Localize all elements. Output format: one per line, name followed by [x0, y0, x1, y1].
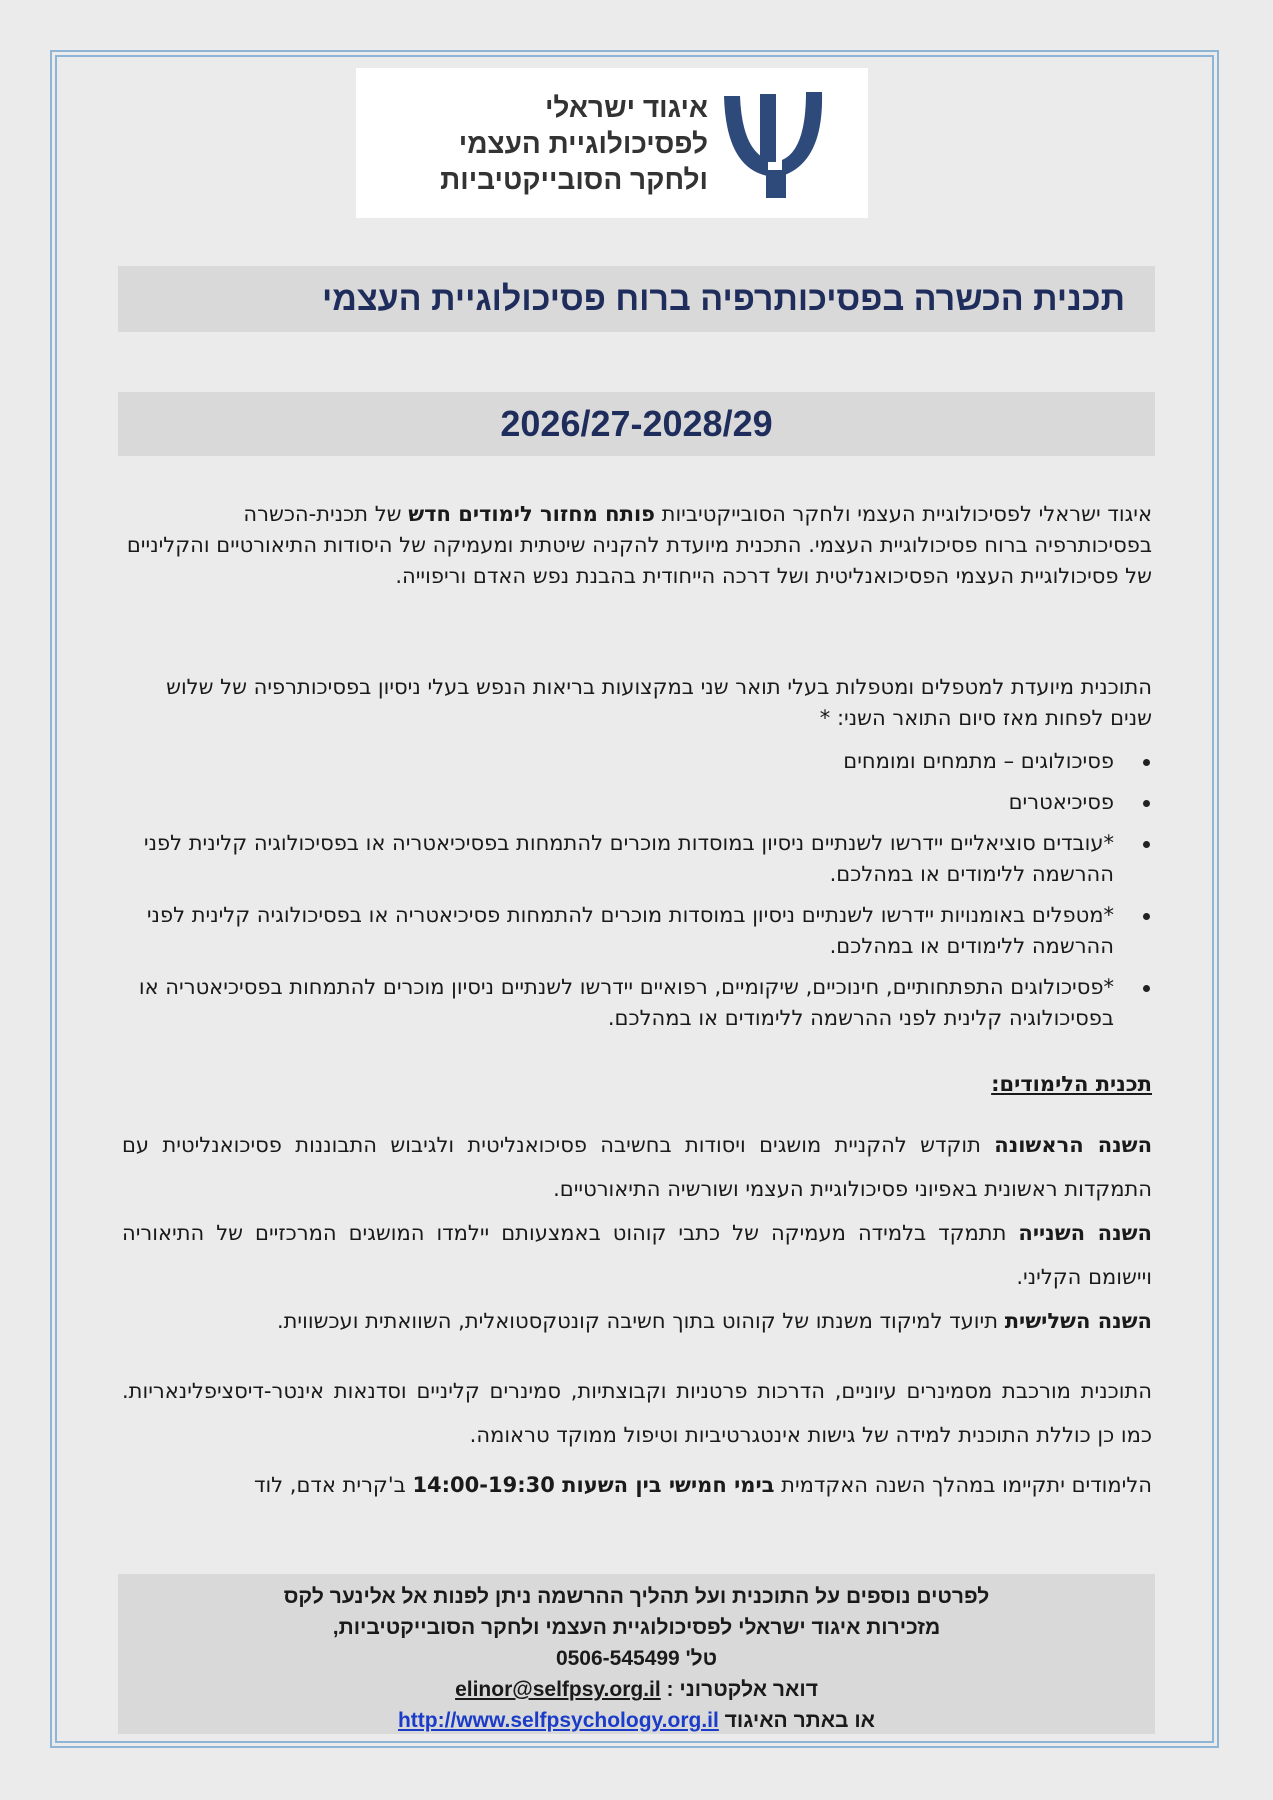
eligibility-list	[122, 746, 1152, 1044]
program-section-title: תכנית הלימודים:	[991, 1072, 1152, 1096]
contact-line-2: מזכירות איגוד ישראלי לפסיכולוגיית העצמי ולחקר הסובייקטיביות,	[332, 1616, 941, 1639]
list-item: *פסיכולוגים התפתחותיים, חינוכיים, שיקומיים, רפואיים יידרשו לשנתיים ניסיון מוכרים להתמחות בפסיכיאטריה או בפסיכולוגיה קלינית לפני ההרשמה ללימודים או במהלכם.	[122, 972, 1114, 1034]
year-2: השנה השנייה תתמקד בלמידה מעמיקה של כתבי קוהוט באמצעותם יילמדו המושגים המרכזיים של התיאוריה ויישומם הקליני.	[122, 1221, 1152, 1289]
year-1: השנה הראשונה תוקדש להקניית מושגים ויסודות בחשיבה פסיכואנליטית ולגיבוש התבוננות פסיכואנליטית עם התמקדות ראשונית באפיוני פסיכולוגיית העצמי ושורשיה התיאורטיים.	[122, 1133, 1152, 1201]
contact-box	[118, 1574, 1155, 1734]
contact-line-1: לפרטים נוספים על התוכנית ועל תהליך ההרשמה ניתן לפנות אל אלינער לקס	[283, 1585, 990, 1608]
list-item: פסיכולוגים – מתמחים ומומחים	[122, 746, 1114, 777]
program-years: 2026/27-2028/29	[118, 392, 1155, 456]
contact-email-row: דואר אלקטרוני : elinor@selfpsy.org.il	[455, 1678, 818, 1701]
email-link[interactable]: elinor@selfpsy.org.il	[455, 1678, 661, 1701]
schedule-paragraph: הלימודים יתקיימו במהלך השנה האקדמית בימי חמישי בין השעות 14:00-19:30 ב'קרית אדם, לוד	[254, 1473, 1152, 1497]
logo-line-2: לפסיכולוגיית העצמי	[458, 128, 708, 159]
association-logo	[356, 68, 868, 218]
year-3: השנה השלישית תיועד למיקוד משנתו של קוהוט בתוך חשיבה קונטקסטואלית, השוואתית ועכשווית.	[276, 1309, 1152, 1333]
logo-text	[440, 90, 708, 198]
contact-phone: טל' 0506-545499	[555, 1647, 718, 1670]
list-item: פסיכיאטרים	[122, 787, 1114, 818]
audience-paragraph: התוכנית מיועדת למטפלים ומטפלות בעלי תואר שני במקצועות בריאות הנפש בעלי ניסיון בפסיכותרפיה של שלוש שנים לפחות מאז סיום התואר השני: *	[166, 675, 1152, 730]
shin-letter-logo-icon	[720, 90, 830, 200]
intro-paragraph: איגוד ישראלי לפסיכולוגיית העצמי ולחקר הסובייקטיביות פותח מחזור לימודים חדש של תכנית-הכשרה בפסיכותרפיה ברוח פסיכולוגיית העצמי. התכנית מיועדת להקניה שיטתית ומעמיקה של היסודות התיאורטיים והקליניים של פסיכולוגיית העצמי הפסיכואנליטית ושל דרכה הייחודית בהבנת נפש האדם וריפוייה.	[126, 502, 1152, 588]
structure-paragraph: התוכנית מורכבת מסמינרים עיוניים, הדרכות פרטניות וקבוצתיות, סמינרים קליניים וסדנאות אינטר-דיסציפלינאריות. כמו כן כוללת התוכנית למידה של גישות אינטגרטיביות וטיפול ממוקד טראומה.	[122, 1379, 1152, 1447]
page-title: תכנית הכשרה בפסיכותרפיה ברוח פסיכולוגיית העצמי	[118, 266, 1155, 332]
list-item: *עובדים סוציאליים יידרשו לשנתיים ניסיון במוסדות מוכרים להתמחות בפסיכיאטריה או בפסיכולוגיה קלינית לפני ההרשמה ללימודים או במהלכם.	[122, 828, 1114, 890]
study-years	[122, 1123, 1152, 1343]
contact-site-row: או באתר האיגוד http://www.selfpsychology.org.il	[397, 1709, 876, 1732]
list-item: *מטפלים באומנויות יידרשו לשנתיים ניסיון במוסדות מוכרים להתמחות פסיכיאטריה או בפסיכולוגיה קלינית לפני ההרשמה ללימודים או במהלכם.	[122, 900, 1114, 962]
logo-line-3: ולחקר הסובייקטיביות	[440, 164, 708, 195]
website-link[interactable]: http://www.selfpsychology.org.il	[397, 1709, 719, 1732]
logo-line-1: איגוד ישראלי	[544, 92, 708, 123]
